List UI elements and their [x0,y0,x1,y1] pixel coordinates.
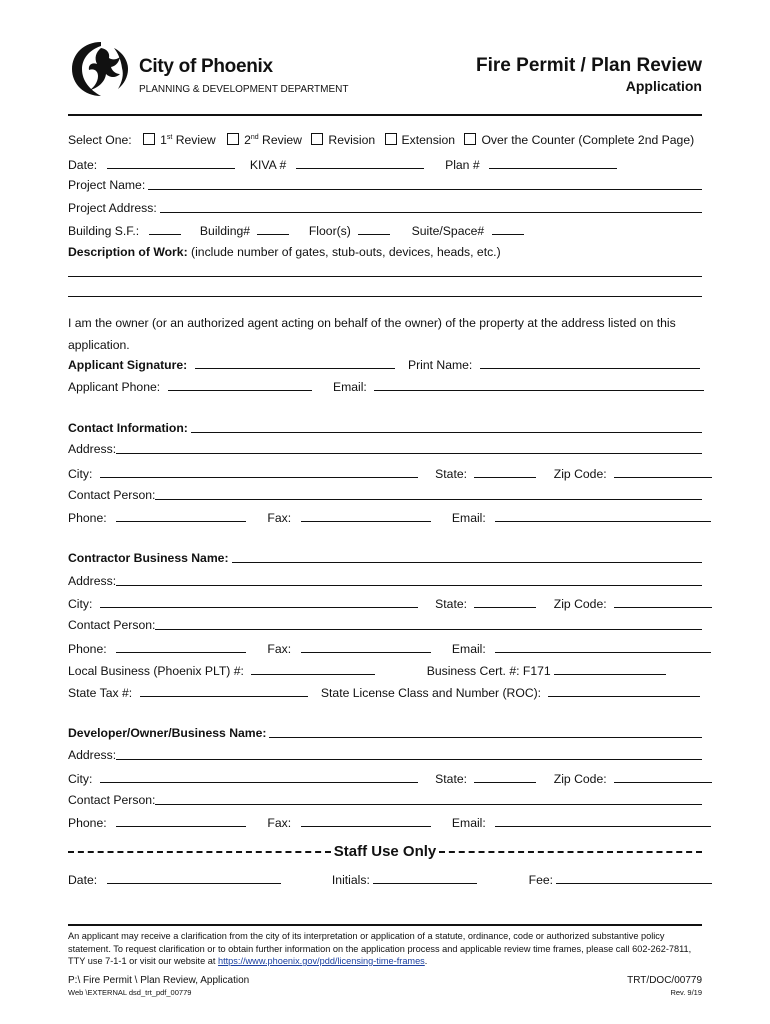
description-line-2[interactable] [68,296,702,297]
contractor-fax-label: Fax: [267,642,292,656]
kiva-field[interactable] [296,156,424,169]
developer-zip-label: Zip Code: [553,772,607,786]
extension-checkbox[interactable] [385,133,397,145]
footer-disclaimer: An applicant may receive a clarification from the city of its interpretation or application of a statute, ordinance, code or authorized substantive policy statement. To request clarification or to obtain further information on the application process and applicable review time frames, please call 602-262-7811, TTY use 7-1-1 or visit our website at https://www.phoenix.gov/pdd/licensing-time-frames. [68,931,692,966]
print-name-label: Print Name: [407,358,473,372]
contact-heading: Contact Information: [68,421,188,435]
project-address-row [68,200,702,216]
contractor-city-row [68,595,712,611]
plan-field[interactable] [489,156,617,169]
contact-person-row [68,487,702,503]
owner-statement: I am the owner (or an authorized agent acting on behalf of the owner) of the property at the address listed on this application. [68,316,676,352]
building-row [68,222,524,238]
building-sf-label: Building S.F.: [68,224,140,238]
select-one-label: Select One: [68,133,132,147]
suite-field[interactable] [492,222,524,235]
org-name: City of Phoenix [139,56,273,77]
contact-heading-row [68,420,702,436]
contractor-fax-field[interactable] [301,640,431,653]
developer-heading-row [68,725,702,741]
plan-label: Plan # [445,158,480,172]
applicant-signature-field[interactable] [195,356,395,369]
footer-web-path: Web \EXTERNAL dsd_trt_pdf_00779 [68,988,192,997]
description-label: Description of Work: [68,245,188,259]
developer-person-field[interactable] [155,793,702,805]
building-number-field[interactable] [257,222,289,235]
revision-checkbox[interactable] [311,133,323,145]
footer-revision: Rev. 9/19 [670,988,702,997]
department-name: PLANNING & DEVELOPMENT DEPARTMENT [139,84,349,95]
staff-date-label: Date: [68,873,98,887]
floors-label: Floor(s) [308,224,351,238]
staff-date-field[interactable] [107,871,281,884]
state-tax-label: State Tax #: [68,686,133,700]
applicant-phone-row [68,378,704,394]
contractor-phone-field[interactable] [116,640,246,653]
floors-field[interactable] [358,222,390,235]
contact-email-label: Email: [451,511,486,525]
header-divider [68,114,702,116]
developer-fax-field[interactable] [301,814,431,827]
business-cert-field[interactable] [554,662,666,675]
staff-heading: Staff Use Only [333,843,437,860]
developer-email-label: Email: [451,816,486,830]
staff-initials-label: Initials: [331,873,370,887]
developer-state-label: State: [435,772,467,786]
project-name-row [68,177,702,193]
contact-city-row [68,465,712,481]
contractor-person-row [68,617,702,633]
contractor-zip-label: Zip Code: [553,597,607,611]
contractor-name-field[interactable] [232,551,702,563]
staff-initials-field[interactable] [373,871,477,884]
contact-fax-label: Fax: [267,511,292,525]
contractor-state-field[interactable] [474,595,536,608]
contact-city-field[interactable] [100,465,418,478]
contractor-heading-row [68,550,702,566]
developer-address-field[interactable] [116,748,702,760]
local-business-field[interactable] [251,662,375,675]
state-tax-field[interactable] [140,684,308,697]
form-title: Fire Permit / Plan Review [476,55,702,76]
developer-phone-field[interactable] [116,814,246,827]
kiva-label: KIVA # [249,158,287,172]
contact-zip-field[interactable] [614,465,712,478]
over-the-counter-checkbox[interactable] [464,133,476,145]
developer-address-row [68,747,702,763]
developer-email-field[interactable] [495,814,711,827]
staff-fee-label: Fee: [528,873,554,887]
contractor-email-field[interactable] [495,640,711,653]
license-field[interactable] [548,684,700,697]
developer-city-label: City: [68,772,93,786]
staff-fee-field[interactable] [556,871,712,884]
developer-heading: Developer/Owner/Business Name: [68,726,267,740]
contractor-phone-row [68,640,711,656]
developer-state-field[interactable] [474,770,536,783]
disclaimer-text: An applicant may receive a clarification from the city of its interpretation or application of a statute, ordinance, code or authorized substantive policy statement. To request clarification or to obtain further information on the application process and applicable review time frames, please call 602-262-7811, TTY use 7-1-1 or visit our website at [68,931,692,966]
contact-address-field[interactable] [116,442,702,454]
contact-state-label: State: [435,467,467,481]
local-business-row [68,662,666,678]
contact-person-label: Contact Person: [68,488,156,502]
phoenix-logo-icon [68,38,134,98]
contractor-email-label: Email: [451,642,486,656]
footer-doc-id: TRT/DOC/00779 [627,975,702,986]
developer-name-field[interactable] [269,726,702,738]
footer-divider [68,924,702,926]
contractor-state-label: State: [435,597,467,611]
developer-person-label: Contact Person: [68,793,156,807]
applicant-email-field[interactable] [374,378,704,391]
contact-city-label: City: [68,467,93,481]
contact-zip-label: Zip Code: [553,467,607,481]
state-tax-row [68,684,700,700]
description-line-1[interactable] [68,276,702,277]
date-field[interactable] [107,156,235,169]
contact-address-row [68,441,702,457]
staff-divider [68,843,702,860]
date-kiva-plan-row [68,156,617,172]
print-name-field[interactable] [480,356,700,369]
applicant-email-label: Email: [332,380,367,394]
contractor-city-field[interactable] [100,595,418,608]
contractor-address-row [68,573,702,589]
building-sf-field[interactable] [149,222,181,235]
contractor-person-field[interactable] [155,618,702,630]
select-one-row: Select One: 1st Review 2nd Review Revision Extension Over the Counter (Complete 2nd Page) [68,133,695,147]
contractor-person-label: Contact Person: [68,618,156,632]
first-review-checkbox[interactable] [143,133,155,145]
contractor-address-label: Address: [68,574,117,588]
contractor-city-label: City: [68,597,93,611]
building-number-label: Building# [199,224,251,238]
contact-address-label: Address: [68,442,117,456]
developer-zip-field[interactable] [614,770,712,783]
contact-phone-label: Phone: [68,511,107,525]
developer-address-label: Address: [68,748,117,762]
contact-name-field[interactable] [191,421,702,433]
license-label: State License Class and Number (ROC): [320,686,542,700]
project-address-field[interactable] [160,201,702,213]
staff-row [68,871,712,887]
description-hint: (include number of gates, stub-outs, devices, heads, etc.) [191,245,501,259]
contact-phone-field[interactable] [116,509,246,522]
developer-city-row [68,770,712,786]
time-frames-link[interactable]: https://www.phoenix.gov/pdd/licensing-time-frames [217,956,425,966]
developer-phone-row [68,814,711,830]
description-row [68,245,501,259]
applicant-signature-label: Applicant Signature: [68,358,188,372]
contact-phone-row [68,509,711,525]
contact-email-field[interactable] [495,509,711,522]
contact-state-field[interactable] [474,465,536,478]
second-review-checkbox[interactable] [227,133,239,145]
developer-fax-label: Fax: [267,816,292,830]
contractor-phone-label: Phone: [68,642,107,656]
project-name-label: Project Name: [68,178,146,192]
developer-city-field[interactable] [100,770,418,783]
suite-label: Suite/Space# [411,224,485,238]
contact-fax-field[interactable] [301,509,431,522]
developer-person-row [68,792,702,808]
project-name-field[interactable] [148,178,702,190]
contractor-zip-field[interactable] [614,595,712,608]
footer-path: P:\ Fire Permit \ Plan Review, Application [68,975,250,986]
contact-person-field[interactable] [155,488,702,500]
applicant-phone-field[interactable] [168,378,312,391]
local-business-label: Local Business (Phoenix PLT) #: [68,664,244,678]
business-cert-label: Business Cert. #: F171 [426,664,551,678]
form-subtitle: Application [625,78,702,94]
applicant-signature-row [68,356,700,372]
project-address-label: Project Address: [68,201,157,215]
date-label: Date: [68,158,98,172]
applicant-phone-label: Applicant Phone: [68,380,161,394]
contractor-heading: Contractor Business Name: [68,551,229,565]
contractor-address-field[interactable] [116,574,702,586]
developer-phone-label: Phone: [68,816,107,830]
